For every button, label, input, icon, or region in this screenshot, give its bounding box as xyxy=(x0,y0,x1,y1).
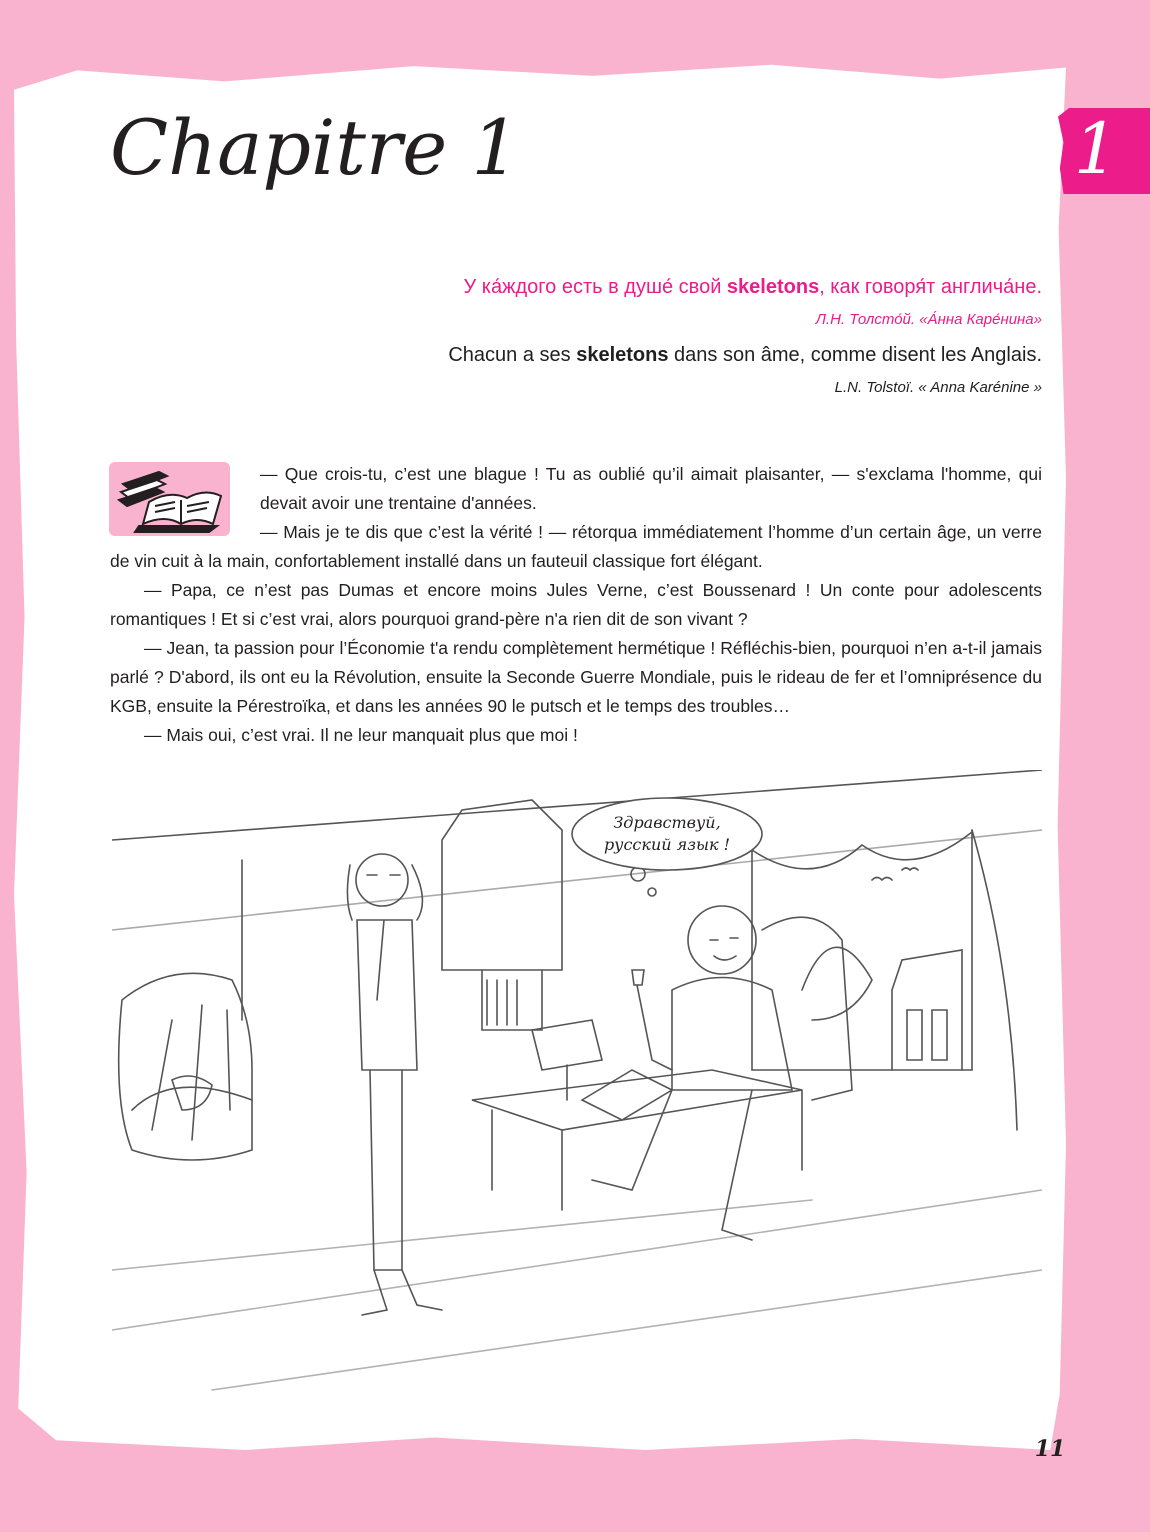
epigraph-french-start: Chacun a ses xyxy=(448,344,577,366)
living-room-sketch xyxy=(112,770,1042,1410)
story-paragraph: — Papa, ce n’est pas Dumas et encore moins Jules Verne, c’est Boussenard ! Un conte pour adolescents romantiques ! Et si c’est vrai, alors pourquoi grand-père n'a rien dit de son vivant ? xyxy=(110,580,1042,629)
story-text xyxy=(110,460,1042,750)
epigraph-french-end: dans son âme, comme disent les Anglais. xyxy=(668,344,1042,366)
story-paragraph: — Que crois-tu, c’est une blague ! Tu as oublié qu’il aimait plaisanter, — s'exclama l'homme, qui devait avoir une trentaine d'années. xyxy=(260,464,1042,513)
epigraph-french-keyword: skeletons xyxy=(576,344,669,366)
epigraph-russian-source: Л.Н. Толсто́й. «А́нна Каре́нина» xyxy=(815,311,1042,328)
speech-bubble-line-2: русский язык ! xyxy=(603,835,731,854)
story-paragraph: — Mais je te dis que c’est la vérité ! — rétorqua immédiatement l’homme d’un certain âge, un verre de vin cuit à la main, confortablement installé dans un fauteuil classique fort élégant. xyxy=(110,522,1042,571)
epigraph-french-source: L.N. Tolstoï. « Anna Karénine » xyxy=(834,379,1042,396)
story-paragraph: — Jean, ta passion pour l’Économie t'a rendu complètement hermétique ! Réfléchis-bien, pourquoi n’en a-t-il jamais parlé ? D'abord, ils ont eu la Révolution, ensuite la Seconde Guerre Mondiale, puis le rideau de fer et l’omniprésence du KGB, ensuite la Pérestroïka, et dans les années 90 le putsch et le temps des troubles… xyxy=(110,638,1042,716)
epigraph-russian-end: , как говоря́т англича́не. xyxy=(819,276,1042,298)
epigraph-russian-keyword: skeletons xyxy=(726,276,820,298)
story-paragraph: — Mais oui, c’est vrai. Il ne leur manquait plus que moi ! xyxy=(144,725,578,745)
speech-bubble-line-1: Здравствуй, xyxy=(613,813,721,832)
page-number: 11 xyxy=(1034,1436,1066,1462)
epigraph-russian-start: У ка́ждого есть в душе́ свой xyxy=(463,276,727,298)
chapter-illustration xyxy=(112,770,1042,1410)
epigraph-french xyxy=(448,342,1042,368)
chapter-title: Chapitre 1 xyxy=(110,103,520,192)
epigraph-russian xyxy=(464,274,1042,300)
chapter-tab-number: 1 xyxy=(1073,108,1119,190)
